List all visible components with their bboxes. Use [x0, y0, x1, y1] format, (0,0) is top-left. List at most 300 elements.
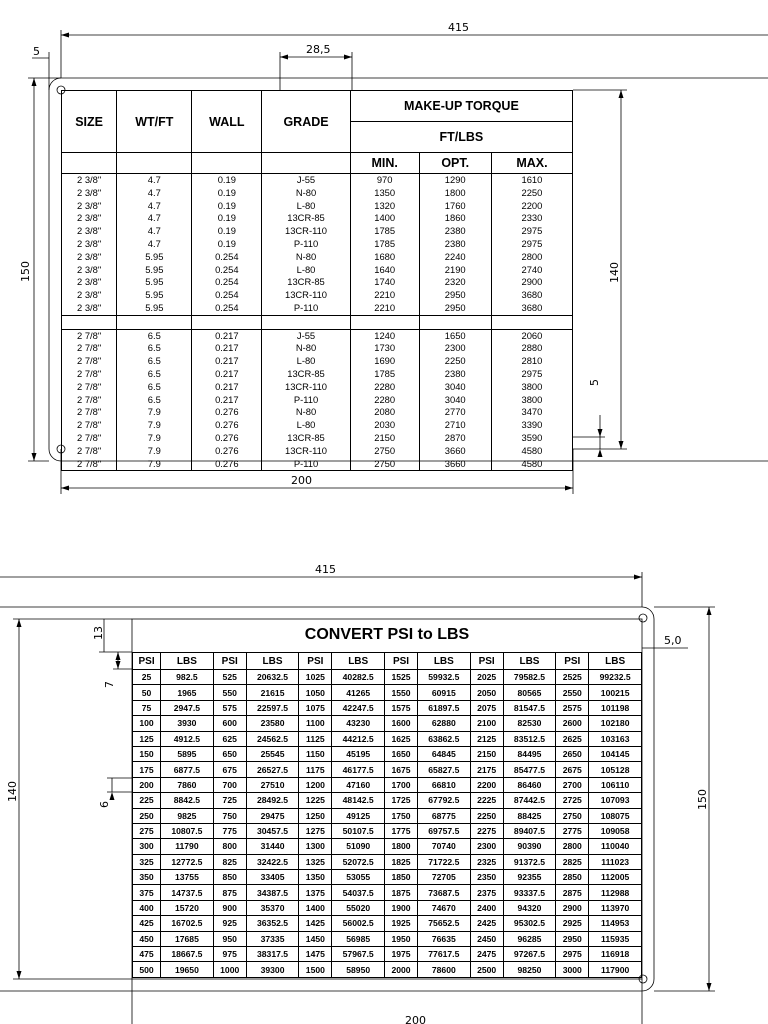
psi-cell: 2900 [556, 900, 589, 915]
psi-row [133, 700, 642, 715]
lbs-cell: 50107.5 [332, 823, 385, 838]
lbs-cell: 31440 [246, 839, 299, 854]
torque-cell-wt-ft: 6.5 [117, 355, 192, 368]
psi-cell: 1275 [299, 823, 332, 838]
psi-cell: 600 [213, 716, 246, 731]
psi-cell: 2300 [470, 839, 503, 854]
torque-cell-size [62, 315, 117, 329]
bottom-dim-bottom: 200 [405, 1014, 426, 1024]
torque-cell-wall: 0.19 [192, 238, 262, 251]
lbs-cell: 57967.5 [332, 947, 385, 962]
psi-cell: 2625 [556, 731, 589, 746]
torque-cell-opt: 3660 [419, 445, 491, 458]
torque-row [62, 276, 573, 289]
lbs-cell: 78600 [418, 962, 471, 977]
torque-cell-grade: P-110 [262, 458, 351, 471]
torque-cell-wt-ft [117, 315, 192, 329]
lbs-cell: 76635 [418, 931, 471, 946]
torque-cell-grade: 13CR-85 [262, 212, 351, 225]
torque-cell-max: 3680 [491, 289, 572, 302]
torque-cell-max: 2810 [491, 355, 572, 368]
torque-cell-wt-ft: 6.5 [117, 342, 192, 355]
torque-cell-max: 3590 [491, 432, 572, 445]
psi-cell: 500 [133, 962, 161, 977]
header-wt-ft: WT/FT [117, 91, 192, 153]
torque-cell-opt: 1800 [419, 187, 491, 200]
torque-cell-min: 2280 [350, 381, 419, 394]
psi-header-psi: PSI [556, 653, 589, 670]
lbs-cell: 7860 [161, 777, 214, 792]
lbs-cell: 94320 [503, 900, 556, 915]
torque-cell-opt: 1860 [419, 212, 491, 225]
torque-cell-opt: 2190 [419, 264, 491, 277]
psi-cell: 1400 [299, 900, 332, 915]
torque-cell-wt-ft: 5.95 [117, 276, 192, 289]
torque-cell-grade: 13CR-110 [262, 225, 351, 238]
torque-cell-grade: N-80 [262, 406, 351, 419]
lbs-cell: 9825 [161, 808, 214, 823]
torque-cell-wt-ft: 7.9 [117, 458, 192, 471]
psi-row [133, 839, 642, 854]
torque-cell-wall: 0.254 [192, 264, 262, 277]
lbs-cell: 4912.5 [161, 731, 214, 746]
torque-cell-min: 1740 [350, 276, 419, 289]
torque-cell-size: 2 3/8" [62, 212, 117, 225]
psi-cell: 325 [133, 854, 161, 869]
lbs-cell: 106110 [589, 777, 642, 792]
psi-cell: 2050 [470, 685, 503, 700]
torque-cell-wt-ft: 7.9 [117, 406, 192, 419]
lbs-cell: 24562.5 [246, 731, 299, 746]
psi-cell: 1075 [299, 700, 332, 715]
lbs-cell: 44212.5 [332, 731, 385, 746]
psi-cell: 2700 [556, 777, 589, 792]
psi-header-lbs: LBS [503, 653, 556, 670]
psi-cell: 50 [133, 685, 161, 700]
torque-cell-max [491, 315, 572, 329]
psi-header-lbs: LBS [418, 653, 471, 670]
torque-cell-wall: 0.254 [192, 251, 262, 264]
torque-cell-grade: J-55 [262, 174, 351, 187]
psi-row [133, 793, 642, 808]
torque-cell-size: 2 7/8" [62, 342, 117, 355]
lbs-cell: 115935 [589, 931, 642, 946]
lbs-cell: 105128 [589, 762, 642, 777]
psi-cell: 250 [133, 808, 161, 823]
torque-cell-min: 1240 [350, 329, 419, 342]
psi-cell: 1850 [385, 870, 418, 885]
torque-cell-size: 2 7/8" [62, 394, 117, 407]
psi-cell: 350 [133, 870, 161, 885]
lbs-cell: 98250 [503, 962, 556, 977]
psi-cell: 2250 [470, 808, 503, 823]
lbs-cell: 30457.5 [246, 823, 299, 838]
torque-cell-opt: 2380 [419, 238, 491, 251]
psi-cell: 2525 [556, 670, 589, 685]
bottom-dim-height-right: 150 [696, 789, 709, 810]
torque-cell-min: 2210 [350, 289, 419, 302]
torque-cell-size: 2 3/8" [62, 276, 117, 289]
torque-cell-grade: P-110 [262, 302, 351, 315]
lbs-cell: 75652.5 [418, 916, 471, 931]
psi-cell: 2850 [556, 870, 589, 885]
torque-cell-min: 970 [350, 174, 419, 187]
psi-cell: 875 [213, 885, 246, 900]
lbs-cell: 111023 [589, 854, 642, 869]
top-dim-width: 415 [448, 21, 469, 34]
torque-cell-wt-ft: 4.7 [117, 187, 192, 200]
torque-row [62, 419, 573, 432]
psi-cell: 900 [213, 900, 246, 915]
psi-cell: 2675 [556, 762, 589, 777]
psi-cell: 1025 [299, 670, 332, 685]
lbs-cell: 36352.5 [246, 916, 299, 931]
bottom-dim-row: 6 [98, 801, 111, 808]
lbs-cell: 99232.5 [589, 670, 642, 685]
psi-cell: 1050 [299, 685, 332, 700]
lbs-cell: 56002.5 [332, 916, 385, 931]
torque-cell-grade: P-110 [262, 394, 351, 407]
psi-cell: 1325 [299, 854, 332, 869]
lbs-cell: 72705 [418, 870, 471, 885]
torque-cell-min: 2750 [350, 445, 419, 458]
psi-row [133, 777, 642, 792]
torque-cell-min: 2150 [350, 432, 419, 445]
lbs-cell: 11790 [161, 839, 214, 854]
psi-cell: 525 [213, 670, 246, 685]
lbs-cell: 2947.5 [161, 700, 214, 715]
psi-header-lbs: LBS [246, 653, 299, 670]
lbs-cell: 84495 [503, 746, 556, 761]
torque-row [62, 174, 573, 187]
lbs-cell: 110040 [589, 839, 642, 854]
bottom-dim-width: 415 [315, 563, 336, 576]
psi-header-psi: PSI [299, 653, 332, 670]
lbs-cell: 27510 [246, 777, 299, 792]
torque-cell-opt: 1290 [419, 174, 491, 187]
lbs-cell: 101198 [589, 700, 642, 715]
psi-cell: 1775 [385, 823, 418, 838]
psi-cell: 2125 [470, 731, 503, 746]
torque-cell-opt: 2240 [419, 251, 491, 264]
torque-cell-wt-ft: 7.9 [117, 445, 192, 458]
torque-cell-wall: 0.19 [192, 187, 262, 200]
psi-cell: 1375 [299, 885, 332, 900]
psi-row [133, 947, 642, 962]
torque-cell-max: 3800 [491, 394, 572, 407]
torque-cell-grade: J-55 [262, 329, 351, 342]
torque-cell-size: 2 7/8" [62, 406, 117, 419]
psi-row [133, 916, 642, 931]
psi-cell: 775 [213, 823, 246, 838]
torque-row [62, 289, 573, 302]
header-wt-spacer [117, 153, 192, 174]
psi-cell: 1975 [385, 947, 418, 962]
psi-cell: 625 [213, 731, 246, 746]
torque-row [62, 432, 573, 445]
torque-cell-size: 2 7/8" [62, 381, 117, 394]
psi-cell: 2575 [556, 700, 589, 715]
torque-cell-wt-ft: 4.7 [117, 225, 192, 238]
torque-row [62, 342, 573, 355]
psi-row [133, 900, 642, 915]
psi-cell: 2325 [470, 854, 503, 869]
torque-cell-grade: 13CR-85 [262, 276, 351, 289]
lbs-cell: 41265 [332, 685, 385, 700]
header-opt: OPT. [419, 153, 491, 174]
psi-header-psi: PSI [133, 653, 161, 670]
torque-cell-min: 1350 [350, 187, 419, 200]
psi-cell: 650 [213, 746, 246, 761]
torque-row [62, 187, 573, 200]
psi-cell: 1350 [299, 870, 332, 885]
psi-cell: 1725 [385, 793, 418, 808]
psi-row [133, 731, 642, 746]
torque-cell-opt: 2770 [419, 406, 491, 419]
psi-cell: 1100 [299, 716, 332, 731]
torque-cell-grade: 13CR-110 [262, 289, 351, 302]
top-dim-column: 28,5 [306, 43, 331, 56]
lbs-cell: 42247.5 [332, 700, 385, 715]
psi-cell: 400 [133, 900, 161, 915]
header-grade: GRADE [262, 91, 351, 153]
psi-cell: 1800 [385, 839, 418, 854]
psi-cell: 1475 [299, 947, 332, 962]
header-make-up-torque: MAKE-UP TORQUE [350, 91, 572, 122]
psi-cell: 1225 [299, 793, 332, 808]
psi-row [133, 854, 642, 869]
torque-cell-wt-ft: 5.95 [117, 264, 192, 277]
lbs-cell: 68775 [418, 808, 471, 823]
torque-cell-size: 2 3/8" [62, 200, 117, 213]
torque-cell-size: 2 7/8" [62, 445, 117, 458]
psi-cell: 1200 [299, 777, 332, 792]
lbs-cell: 59932.5 [418, 670, 471, 685]
psi-row [133, 823, 642, 838]
bottom-dim-title: 13 [92, 626, 105, 640]
lbs-cell: 88425 [503, 808, 556, 823]
torque-cell-max: 2975 [491, 225, 572, 238]
bottom-dim-height-left: 140 [6, 781, 19, 802]
psi-cell: 225 [133, 793, 161, 808]
header-grade-spacer [262, 153, 351, 174]
psi-cell: 2875 [556, 885, 589, 900]
lbs-cell: 20632.5 [246, 670, 299, 685]
torque-cell-opt: 2380 [419, 368, 491, 381]
torque-cell-size: 2 7/8" [62, 458, 117, 471]
bottom-dim-header: 7 [103, 681, 116, 688]
lbs-cell: 17685 [161, 931, 214, 946]
top-dim-bottom: 200 [291, 474, 312, 487]
torque-cell-opt: 2950 [419, 289, 491, 302]
lbs-cell: 102180 [589, 716, 642, 731]
psi-row [133, 870, 642, 885]
lbs-cell: 86460 [503, 777, 556, 792]
lbs-cell: 58950 [332, 962, 385, 977]
torque-cell-min: 2210 [350, 302, 419, 315]
lbs-cell: 23580 [246, 716, 299, 731]
torque-cell-opt: 3040 [419, 394, 491, 407]
torque-cell-size: 2 7/8" [62, 419, 117, 432]
psi-row [133, 885, 642, 900]
lbs-cell: 109058 [589, 823, 642, 838]
psi-row [133, 808, 642, 823]
header-min: MIN. [350, 153, 419, 174]
psi-header-lbs: LBS [161, 653, 214, 670]
torque-cell-min: 1785 [350, 225, 419, 238]
lbs-cell: 93337.5 [503, 885, 556, 900]
lbs-cell: 112988 [589, 885, 642, 900]
psi-cell: 150 [133, 746, 161, 761]
lbs-cell: 56985 [332, 931, 385, 946]
lbs-cell: 1965 [161, 685, 214, 700]
torque-cell-grade: L-80 [262, 355, 351, 368]
lbs-cell: 10807.5 [161, 823, 214, 838]
psi-cell: 2375 [470, 885, 503, 900]
psi-cell: 450 [133, 931, 161, 946]
lbs-cell: 60915 [418, 685, 471, 700]
psi-cell: 1750 [385, 808, 418, 823]
torque-cell-wall: 0.217 [192, 394, 262, 407]
torque-cell-wall: 0.19 [192, 174, 262, 187]
lbs-cell: 82530 [503, 716, 556, 731]
psi-cell: 2800 [556, 839, 589, 854]
torque-cell-opt: 2380 [419, 225, 491, 238]
torque-cell-wall: 0.276 [192, 432, 262, 445]
torque-cell-min: 1785 [350, 368, 419, 381]
torque-cell-min: 2750 [350, 458, 419, 471]
lbs-cell: 80565 [503, 685, 556, 700]
psi-cell: 300 [133, 839, 161, 854]
torque-cell-max: 2975 [491, 368, 572, 381]
torque-cell-wt-ft: 4.7 [117, 200, 192, 213]
torque-cell-max: 2975 [491, 238, 572, 251]
psi-cell: 2775 [556, 823, 589, 838]
psi-cell: 2425 [470, 916, 503, 931]
torque-cell-wall: 0.217 [192, 355, 262, 368]
lbs-cell: 108075 [589, 808, 642, 823]
torque-cell-min [350, 315, 419, 329]
torque-cell-opt: 2250 [419, 355, 491, 368]
torque-cell-wt-ft: 6.5 [117, 368, 192, 381]
torque-row [62, 445, 573, 458]
psi-cell: 2600 [556, 716, 589, 731]
psi-row [133, 962, 642, 977]
psi-cell: 750 [213, 808, 246, 823]
torque-cell-size: 2 3/8" [62, 264, 117, 277]
lbs-cell: 21615 [246, 685, 299, 700]
psi-cell: 2200 [470, 777, 503, 792]
torque-cell-min: 1785 [350, 238, 419, 251]
torque-cell-grade [262, 315, 351, 329]
torque-cell-wall: 0.217 [192, 381, 262, 394]
torque-cell-wall: 0.217 [192, 342, 262, 355]
psi-cell: 825 [213, 854, 246, 869]
psi-cell: 175 [133, 762, 161, 777]
torque-cell-wall: 0.276 [192, 406, 262, 419]
torque-cell-wt-ft: 7.9 [117, 432, 192, 445]
psi-row [133, 670, 642, 685]
psi-cell: 850 [213, 870, 246, 885]
psi-table-header-row [133, 653, 642, 670]
psi-cell: 1600 [385, 716, 418, 731]
torque-cell-min: 1320 [350, 200, 419, 213]
psi-cell: 800 [213, 839, 246, 854]
psi-cell: 1825 [385, 854, 418, 869]
lbs-cell: 40282.5 [332, 670, 385, 685]
lbs-cell: 81547.5 [503, 700, 556, 715]
torque-cell-size: 2 3/8" [62, 238, 117, 251]
psi-header-psi: PSI [213, 653, 246, 670]
psi-cell: 2950 [556, 931, 589, 946]
torque-cell-wall: 0.254 [192, 289, 262, 302]
lbs-cell: 114953 [589, 916, 642, 931]
psi-cell: 2150 [470, 746, 503, 761]
psi-cell: 1250 [299, 808, 332, 823]
top-dim-offset: 5 [33, 45, 40, 58]
psi-cell: 2350 [470, 870, 503, 885]
psi-cell: 2450 [470, 931, 503, 946]
psi-cell: 1550 [385, 685, 418, 700]
lbs-cell: 6877.5 [161, 762, 214, 777]
psi-cell: 1700 [385, 777, 418, 792]
torque-cell-max: 2740 [491, 264, 572, 277]
lbs-cell: 38317.5 [246, 947, 299, 962]
torque-cell-wall: 0.19 [192, 200, 262, 213]
lbs-cell: 28492.5 [246, 793, 299, 808]
lbs-cell: 66810 [418, 777, 471, 792]
psi-cell: 2025 [470, 670, 503, 685]
psi-cell: 2100 [470, 716, 503, 731]
torque-cell-max: 3390 [491, 419, 572, 432]
lbs-cell: 53055 [332, 870, 385, 885]
lbs-cell: 85477.5 [503, 762, 556, 777]
top-dim-height-right: 140 [608, 262, 621, 283]
header-ft-lbs: FT/LBS [350, 122, 572, 153]
lbs-cell: 73687.5 [418, 885, 471, 900]
torque-cell-size: 2 3/8" [62, 225, 117, 238]
torque-cell-opt: 2710 [419, 419, 491, 432]
psi-cell: 1125 [299, 731, 332, 746]
torque-cell-size: 2 3/8" [62, 289, 117, 302]
torque-cell-wall: 0.254 [192, 276, 262, 289]
lbs-cell: 65827.5 [418, 762, 471, 777]
psi-cell: 1625 [385, 731, 418, 746]
lbs-cell: 33405 [246, 870, 299, 885]
lbs-cell: 5895 [161, 746, 214, 761]
psi-cell: 2825 [556, 854, 589, 869]
lbs-cell: 63862.5 [418, 731, 471, 746]
lbs-cell: 46177.5 [332, 762, 385, 777]
lbs-cell: 116918 [589, 947, 642, 962]
psi-row [133, 746, 642, 761]
torque-cell-min: 1680 [350, 251, 419, 264]
psi-cell: 2750 [556, 808, 589, 823]
torque-cell-opt: 2870 [419, 432, 491, 445]
torque-cell-max: 2800 [491, 251, 572, 264]
psi-cell: 125 [133, 731, 161, 746]
psi-cell: 950 [213, 931, 246, 946]
lbs-cell: 97267.5 [503, 947, 556, 962]
psi-cell: 2550 [556, 685, 589, 700]
torque-cell-wt-ft: 6.5 [117, 329, 192, 342]
torque-cell-max: 4580 [491, 458, 572, 471]
bottom-dim-right-offset: 5,0 [664, 634, 682, 647]
torque-cell-wall: 0.19 [192, 212, 262, 225]
torque-cell-grade: N-80 [262, 187, 351, 200]
torque-row [62, 225, 573, 238]
torque-cell-grade: L-80 [262, 264, 351, 277]
